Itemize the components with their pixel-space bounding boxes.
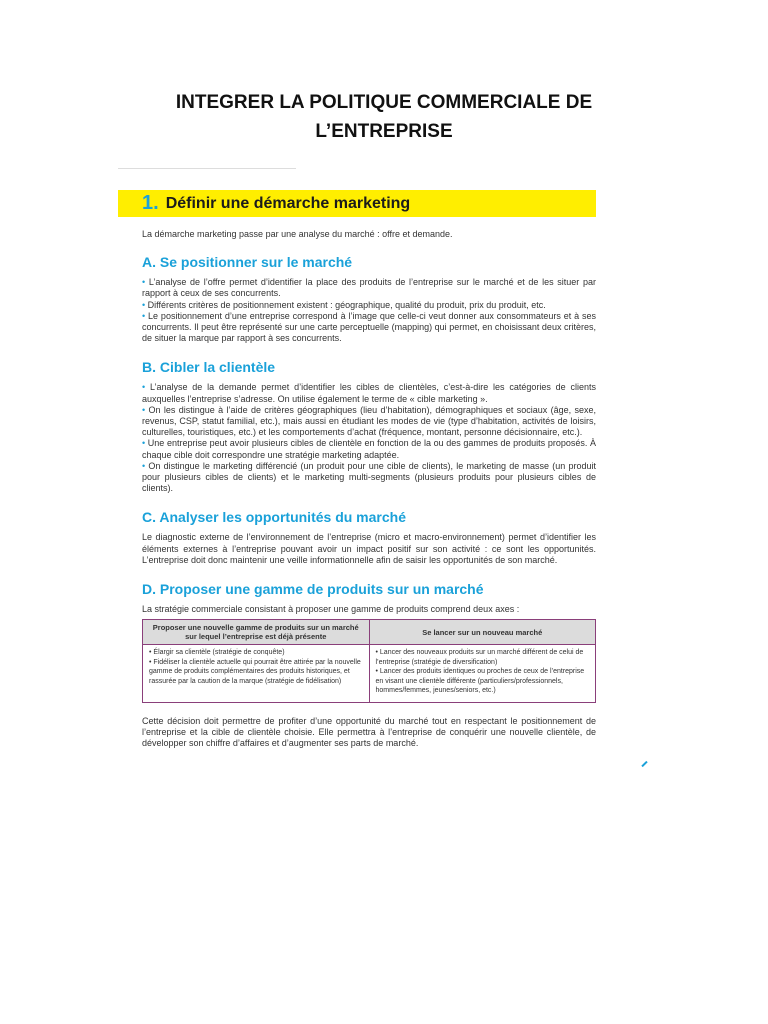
bullet-item: • L’analyse de l’offre permet d’identifier la place des produits de l’entreprise sur le marché et de les situer par rapport à ceux de ses concurrents. xyxy=(142,277,596,299)
pen-mark xyxy=(641,761,647,767)
bullet-item: • Une entreprise peut avoir plusieurs cibles de clientèle en fonction de la ou des gammes de produits proposés. À chaque cible doit correspondre une stratégie marketing adaptée. xyxy=(142,438,596,460)
subsection-c-text: Le diagnostic externe de l’environnement de l’entreprise (micro et macro-environnement) permet d’identifier les éléments externes à l’entreprise pouvant avoir un impact positif sur son activité : ce sont les opportunités. L’entreprise doit donc maintenir une veille informationnelle afin de saisir les opportunités de son marché. xyxy=(142,532,596,565)
table-column-new-market xyxy=(369,620,596,702)
subsection-c xyxy=(142,508,596,566)
subsection-a xyxy=(142,253,596,344)
page-title-line-2: L’ENTREPRISE xyxy=(315,121,453,142)
section-banner xyxy=(118,190,596,217)
table-item: • Fidéliser la clientèle actuelle qui pourrait être attirée par la nouvelle gamme de produits complémentaires des produits historiques, et rassurée par la caution de la marque (stratégie de fidélisation) xyxy=(149,658,361,685)
section-title: Définir une démarche marketing xyxy=(165,194,411,212)
bullet-icon: • xyxy=(142,277,146,288)
subsection-c-title: C. Analyser les opportunités du marché xyxy=(142,509,406,526)
bullet-icon: • xyxy=(142,310,146,321)
page-title xyxy=(120,88,648,146)
subsection-d-intro: La stratégie commerciale consistant à proposer une gamme de produits comprend deux axes : xyxy=(142,604,520,615)
subsection-b-title: B. Cibler la clientèle xyxy=(142,359,276,376)
table-cell xyxy=(143,645,369,692)
closing-paragraph: Cette décision doit permettre de profiter d’une opportunité du marché tout en respectant le positionnement de l’entreprise et la cible de clientèle choisie. Elle permettra à l’entreprise de conquérir une nouvelle clientèle, de développer son chiffre d’affaires et d’augmenter ses parts de marché. xyxy=(142,715,596,749)
table-column-existing-market xyxy=(143,620,369,702)
bullet-icon: • xyxy=(142,404,146,415)
table-item: • Lancer des produits identiques ou proches de ceux de l’entreprise en visant une clientèle différente (particuliers/professionnels, hommes/femmes, jeunes/seniors, etc.) xyxy=(375,668,585,695)
bullet-icon: • xyxy=(142,382,146,393)
table-item: • Élargir sa clientèle (stratégie de conquête) xyxy=(149,649,285,657)
table-cell xyxy=(370,645,596,702)
divider xyxy=(118,168,296,169)
bullet-item: • On distingue le marketing différencié (un produit pour une cible de clients), le marketing de masse (un produit pour plusieurs cibles de clients) et le marketing multi-segments (plusieurs produits pour plusieurs cibles de clients). xyxy=(142,460,596,494)
bullet-icon: • xyxy=(142,299,146,310)
section-body xyxy=(118,229,596,749)
subsection-b xyxy=(142,358,596,494)
bullet-item: • On les distingue à l’aide de critères géographiques (lieu d’habitation), démographiques et sociaux (âge, sexe, revenus, CSP, statut familial, etc.), mais aussi en étudiant les modes de vie (type d’habitation, activités de loisirs, culturelles, touristiques, etc.) et les comportements d’achat (fréquence, montant, personne décisionnaire, etc.). xyxy=(142,404,596,438)
page-title-line-1: INTEGRER LA POLITIQUE COMMERCIALE DE xyxy=(175,92,593,113)
section-number: 1. xyxy=(142,191,159,214)
bullet-item: • L’analyse de la demande permet d’identifier les cibles de clientèles, c’est-à-dire les catégories de clients auxquelles l’entreprise s’adresse. On utilise également le terme de « cible marketing ». xyxy=(142,382,596,404)
table-header: Se lancer sur un nouveau marché xyxy=(370,620,596,645)
subsection-a-title: A. Se positionner sur le marché xyxy=(142,254,353,271)
subsection-d-title: D. Proposer une gamme de produits sur un marché xyxy=(142,581,484,598)
table-item: • Lancer des nouveaux produits sur un marché différent de celui de l’entreprise (stratégie de diversification) xyxy=(375,649,584,666)
section-intro: La démarche marketing passe par une analyse du marché : offre et demande. xyxy=(142,229,453,239)
bullet-icon: • xyxy=(142,460,146,471)
scanned-page xyxy=(118,190,596,763)
table-header: Proposer une nouvelle gamme de produits sur un marché sur lequel l’entreprise est déjà présente xyxy=(143,620,369,645)
bullet-icon: • xyxy=(142,438,146,449)
bullet-item: • Le positionnement d’une entreprise correspond à l’image que celle-ci veut donner aux consommateurs et à ses concurrents. Il peut être représenté sur une carte perceptuelle (mapping) qui permet, en choisissant deux critères, de situer la marque par rapport à ses concurrents. xyxy=(142,310,596,344)
bullet-item: • Différents critères de positionnement existent : géographique, qualité du produit, prix du produit, etc. xyxy=(142,299,546,310)
subsection-d xyxy=(142,580,596,749)
strategy-table xyxy=(142,619,596,703)
